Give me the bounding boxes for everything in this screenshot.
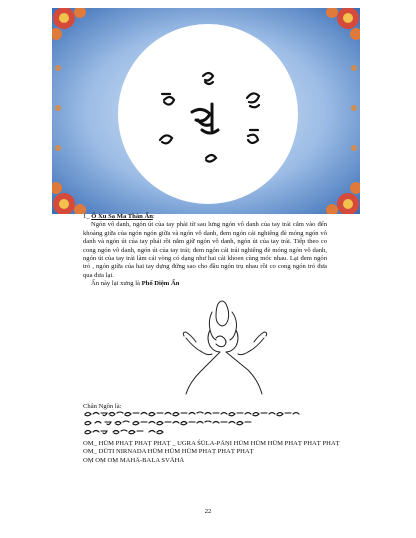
instruction-paragraph: Ngón vô danh, ngón út của tay phải từ sau lưng ngón vô danh của tay trái cắm vào đến khoảng giữa của ngón ngón giữa và ngón vô danh, đem ngón cái nghiêng đè móng ngón vô danh và ngón út của tay phải rồi nắm giữ ngón vô danh, ngón út của tay trái. Tiếp theo co cong ngón vô danh, ngón út của tay trái; đem ngón cái trái nghiêng đè móng ngón vô danh, ngón út của tay trái làm cái vòng có dạng như hai cái khoen cùng móc nhau. Lại đem ngón trỏ , ngón giữa của hai tay dựng đứng sao cho đầu ngón trụ nhau rồi co cong ngón trỏ đưa qua đưa lại. bbox=[83, 221, 327, 279]
mantra-transliteration bbox=[83, 440, 343, 465]
mantra-label: Chân Ngôn là: bbox=[83, 403, 122, 410]
body-text bbox=[83, 213, 327, 289]
also-prefix: Ấn này lại xưng là bbox=[91, 280, 142, 288]
heading-title: Ô Xu Sa Ma Thân Ấn bbox=[91, 213, 153, 220]
mantra-line-3: OṂ OṂ OṂ MAHĀ-BALA SVĀHĀ bbox=[83, 456, 185, 464]
also-called-line bbox=[83, 280, 327, 288]
also-name: Phổ Diệm Ấn bbox=[141, 280, 180, 288]
section-heading bbox=[83, 213, 327, 221]
siddham-script-lines bbox=[83, 410, 333, 436]
heading-suffix: : bbox=[152, 213, 155, 220]
mudra-hand-drawing bbox=[180, 298, 270, 396]
page-number: 22 bbox=[204, 508, 212, 515]
heading-prefix: 1_ bbox=[83, 213, 92, 220]
mandala-illustration bbox=[52, 8, 360, 214]
mantra-line-1: OM_ HŪM PHAṬ PHAṬ PHAṬ _ UGRA ŚŪLA-PĀṆI HŪM HŪM HŪM PHAṬ PHAṬ PHAṬ bbox=[83, 440, 340, 447]
mantra-line-2: OM_ DŪTI NIRNADA HŪM HŪM HŪM PHAṬ PHAṬ PHAṬ bbox=[83, 448, 254, 456]
